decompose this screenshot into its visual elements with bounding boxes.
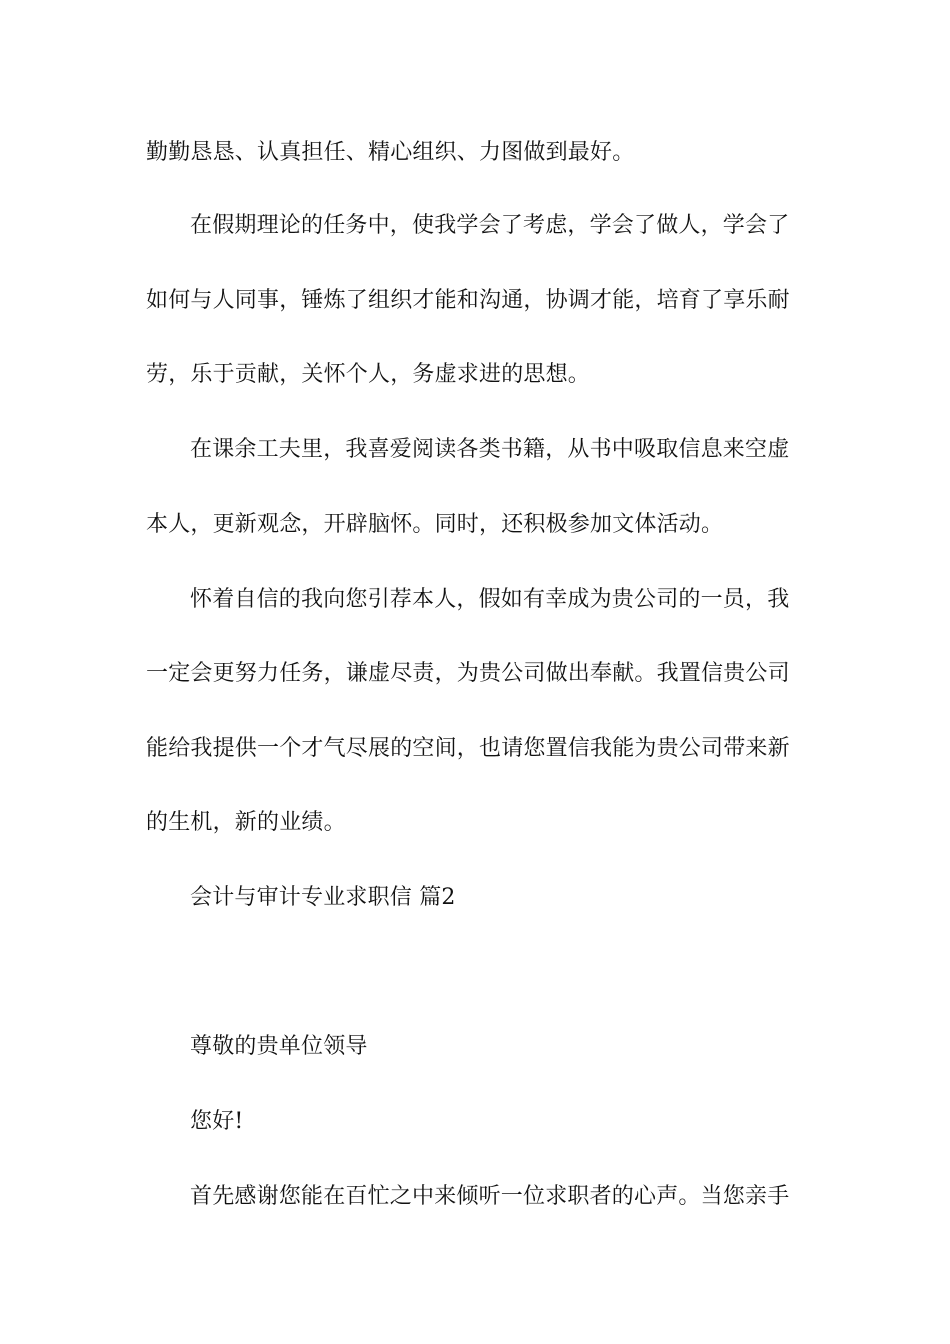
paragraph-line: 怀着自信的我向您引荐本人，假如有幸成为贵公司的一员，我: [190, 587, 790, 612]
paragraph-line: 本人，更新观念，开辟脑怀。同时，还积极参加文体活动。: [146, 512, 724, 537]
paragraph-line: 能给我提供一个才气尽展的空间，也请您置信我能为贵公司带来新: [146, 736, 790, 761]
section-heading: 会计与审计专业求职信 篇2: [190, 885, 456, 910]
paragraph-line: 在课余工夫里，我喜爱阅读各类书籍，从书中吸取信息来空虚: [190, 437, 790, 462]
paragraph-line: 在假期理论的任务中，使我学会了考虑，学会了做人，学会了: [190, 213, 790, 238]
greeting: 您好!: [190, 1109, 244, 1134]
paragraph-line: 的生机，新的业绩。: [146, 810, 346, 835]
paragraph-line: 勤勤恳恳、认真担任、精心组织、力图做到最好。: [146, 140, 635, 165]
paragraph-line: 首先感谢您能在百忙之中来倾听一位求职者的心声。当您亲手: [190, 1184, 790, 1209]
salutation: 尊敬的贵单位领导: [190, 1034, 368, 1059]
paragraph-line: 如何与人同事，锤炼了组织才能和沟通，协调才能，培育了享乐耐: [146, 288, 790, 313]
paragraph-line: 一定会更努力任务，谦虚尽责，为贵公司做出奉献。我置信贵公司: [146, 661, 790, 686]
paragraph-line: 劳，乐于贡献，关怀个人，务虚求进的思想。: [146, 362, 591, 387]
